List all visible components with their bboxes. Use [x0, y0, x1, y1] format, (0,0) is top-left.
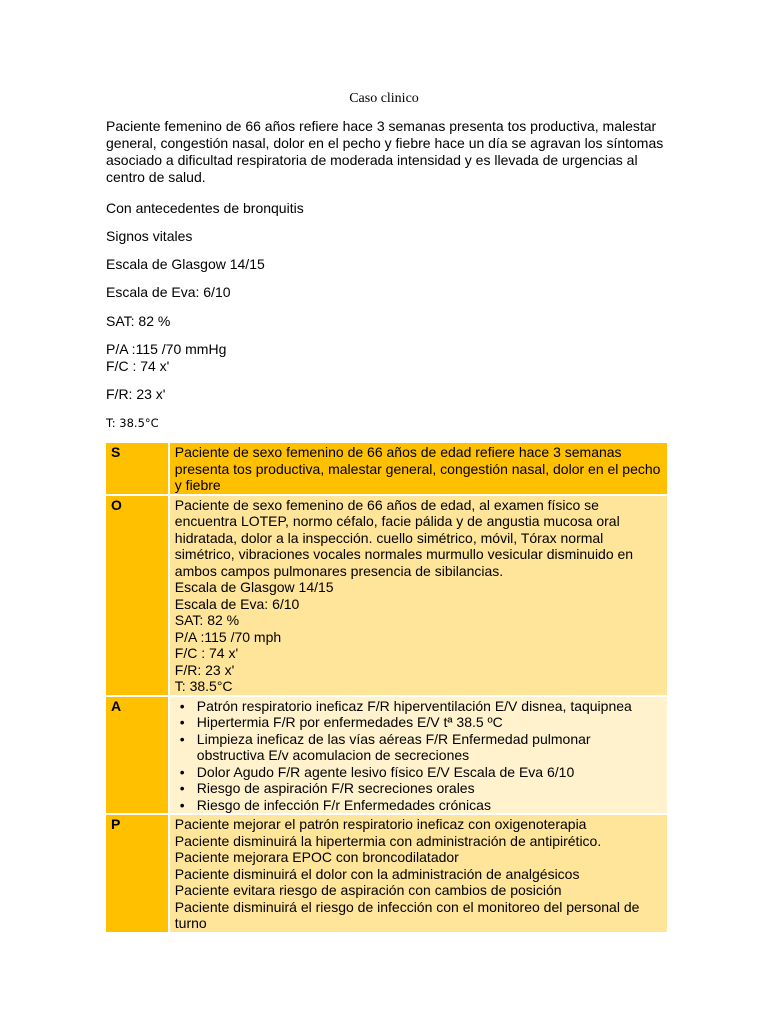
case-description: Paciente femenino de 66 años refiere hace 3 semanas presenta tos productiva, malestar general, congestión nasal, dolor en el pecho y fiebre hace un día se agravan los síntomas asociado a dificultad respiratoria de moderada intensidad y es llevada de urgencias al centro de salud.: [106, 118, 664, 185]
oxygen-saturation: SAT: 82 %: [106, 313, 171, 329]
objective-line: SAT: 82 %: [174, 612, 240, 628]
document-title: Caso clinico: [349, 91, 419, 106]
respiratory-rate: F/R: 23 x': [106, 386, 166, 402]
objective-line: F/R: 23 x': [174, 661, 235, 678]
objective-line: T: 38.5°C: [174, 678, 233, 694]
vital-signs-heading: Signos vitales: [106, 228, 193, 244]
objective-cell: [169, 495, 667, 696]
objective-line: P/A :115 /70 mph: [174, 628, 282, 645]
soap-letter-a: A: [106, 696, 169, 815]
soap-row-subjective: [106, 443, 667, 495]
plan-line: Paciente disminuirá el riesgo de infección con el monitoreo del personal de turno: [174, 898, 640, 931]
objective-exam-text: Paciente de sexo femenino de 66 años de edad, al examen físico se encuentra LOTEP, normo céfalo, facie pálida y de angustia mucosa oral hidratada, dolor a la inspección. cuello simétrico, móvil, Tórax normal simétrico, vibraciones vocales normales murmullo vesicular disminuido en ambos campos pulmonares presencia de sibilancias.: [174, 496, 634, 579]
diagnosis-list: [175, 698, 662, 814]
diagnosis-item: • Hipertermia F/R por enfermedades E/V tª 38.5 ºC: [197, 714, 662, 731]
plan-line: Paciente evitara riesgo de aspiración con cambios de posición: [174, 882, 562, 898]
soap-row-plan: [106, 814, 667, 932]
blood-pressure: P/A :115 /70 mmHg: [106, 341, 227, 357]
soap-letter-p: P: [106, 814, 169, 932]
soap-table: [106, 443, 667, 932]
objective-line: Escala de Eva: 6/10: [174, 595, 300, 612]
antecedentes-text: Con antecedentes de bronquitis: [106, 200, 304, 216]
temperature: T: 38.5°C: [106, 416, 159, 430]
heart-rate: F/C : 74 x': [106, 358, 170, 374]
plan-line: Paciente disminuirá el dolor con la administración de analgésicos: [174, 865, 580, 882]
soap-letter-o: O: [106, 495, 169, 696]
eva-scale: Escala de Eva: 6/10: [106, 284, 231, 300]
subjective-text: Paciente de sexo femenino de 66 años de edad refiere hace 3 semanas presenta tos productiva, malestar general, congestión nasal, dolor en el pecho y fiebre: [169, 443, 667, 495]
glasgow-scale: Escala de Glasgow 14/15: [106, 256, 265, 272]
diagnosis-item: • Riesgo de aspiración F/R secreciones orales: [197, 780, 662, 797]
soap-row-objective: [106, 495, 667, 696]
plan-line: Paciente disminuirá la hipertermia con administración de antipirético.: [174, 832, 602, 849]
plan-line: Paciente mejorara EPOC con broncodilatador: [174, 849, 459, 865]
objective-line: F/C : 74 x': [174, 645, 239, 661]
plan-cell: [169, 814, 667, 932]
objective-line: Escala de Glasgow 14/15: [174, 579, 334, 595]
diagnosis-item: • Dolor Agudo F/R agente lesivo físico E/V Escala de Eva 6/10: [197, 764, 662, 781]
diagnosis-item: • Riesgo de infección F/r Enfermedades crónicas: [197, 797, 662, 814]
diagnosis-item: • Patrón respiratorio ineficaz F/R hiperventilación E/V disnea, taquipnea: [197, 698, 662, 715]
plan-line: Paciente mejorar el patrón respiratorio ineficaz con oxigenoterapia: [174, 816, 587, 832]
soap-row-assessment: [106, 696, 667, 815]
soap-letter-s: S: [106, 443, 169, 495]
assessment-cell: [169, 696, 667, 815]
diagnosis-item: • Limpieza ineficaz de las vías aéreas F/R Enfermedad pulmonar obstructiva E/v acomulacion de secreciones: [197, 731, 662, 764]
